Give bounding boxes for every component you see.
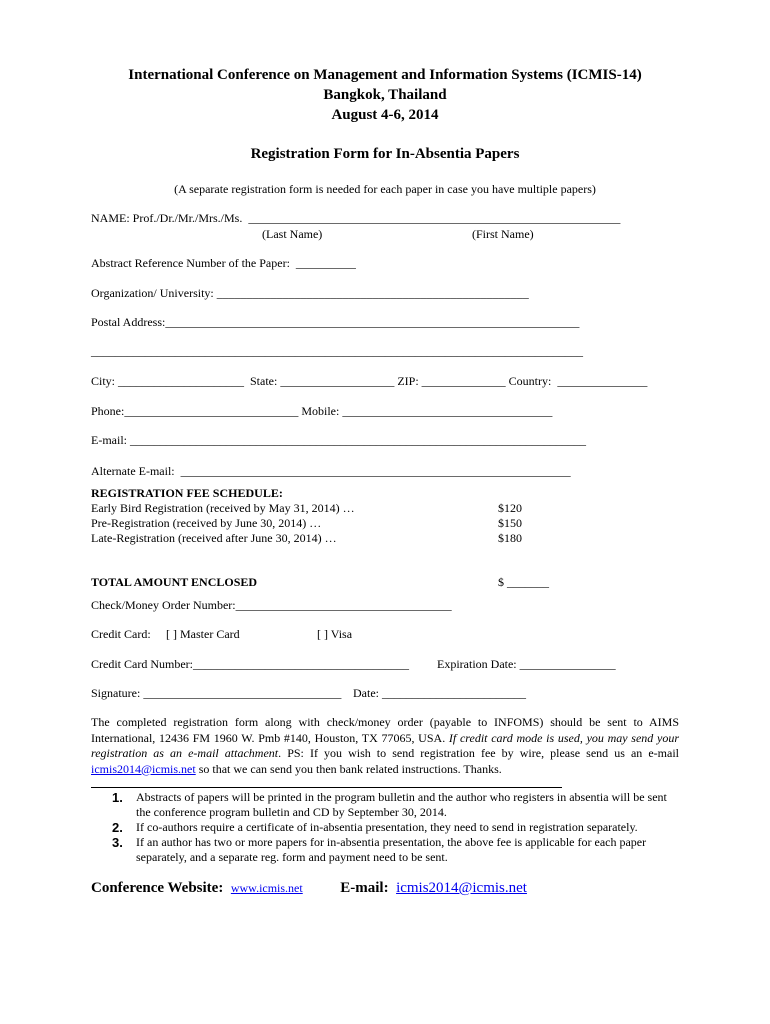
list-number: 3. bbox=[112, 835, 123, 850]
notes-list bbox=[112, 790, 680, 865]
email-field[interactable]: E-mail: ____________________________________________________________________________ bbox=[91, 433, 586, 447]
credit-card-label: Credit Card: bbox=[91, 627, 151, 641]
total-amount-field[interactable]: $ _______ bbox=[498, 575, 549, 589]
check-number-field[interactable]: Check/Money Order Number:____________________________________ bbox=[91, 598, 452, 612]
list-number: 2. bbox=[112, 820, 123, 835]
phone-mobile-field[interactable]: Phone:_____________________________ Mobile: ___________________________________ bbox=[91, 404, 553, 418]
signature-field[interactable]: Signature: _________________________________ bbox=[91, 686, 342, 700]
conference-title: International Conference on Management and Information Systems (ICMIS-14) bbox=[128, 67, 642, 83]
footer-email-link[interactable]: icmis2014@icmis.net bbox=[396, 880, 527, 896]
instructions-paragraph bbox=[91, 715, 679, 777]
total-amount-label: TOTAL AMOUNT ENCLOSED bbox=[91, 575, 258, 589]
last-name-caption: (Last Name) bbox=[262, 227, 323, 241]
form-note: (A separate registration form is needed for each paper in case you have multiple papers) bbox=[174, 182, 596, 196]
fee-schedule-heading: REGISTRATION FEE SCHEDULE: bbox=[91, 486, 283, 500]
footer bbox=[91, 879, 527, 897]
abstract-reference-field[interactable]: Abstract Reference Number of the Paper: __________ bbox=[91, 256, 356, 270]
divider bbox=[91, 787, 562, 788]
list-item bbox=[112, 790, 680, 820]
conference-location: Bangkok, Thailand bbox=[323, 87, 447, 103]
website-link[interactable]: www.icmis.net bbox=[230, 881, 303, 895]
first-name-caption: (First Name) bbox=[472, 227, 534, 241]
postal-address-line2[interactable]: __________________________________________________________________________________ bbox=[91, 344, 583, 358]
conference-dates: August 4-6, 2014 bbox=[331, 107, 439, 123]
list-number: 1. bbox=[112, 790, 123, 805]
form-title: Registration Form for In-Absentia Papers bbox=[250, 146, 520, 162]
visa-checkbox[interactable]: [ ] Visa bbox=[317, 627, 353, 641]
city-state-zip-country-field[interactable]: City: _____________________ State: ___________________ ZIP: ______________ Country: _______________ bbox=[91, 374, 648, 388]
date-field[interactable]: Date: ________________________ bbox=[353, 686, 526, 700]
email-label: E-mail: bbox=[340, 880, 389, 896]
list-item bbox=[112, 835, 680, 865]
master-card-checkbox[interactable]: [ ] Master Card bbox=[166, 627, 240, 641]
instructions-text: . PS: If you wish to send registration fee by wire, please send us an e-mail bbox=[278, 746, 680, 760]
fee-item-amount: $120 bbox=[498, 501, 522, 515]
expiration-date-field[interactable]: Expiration Date: ________________ bbox=[437, 657, 616, 671]
alternate-email-field[interactable]: Alternate E-mail: _________________________________________________________________ bbox=[91, 464, 571, 478]
instructions-text: The completed registration form along with check/money order (payable to INFOMS) should be sent to AIMS International, 12436 FM 1960 W. Pmb #140, Houston, TX 77065, USA. bbox=[91, 715, 679, 745]
website-label: Conference Website: bbox=[91, 880, 224, 896]
postal-address-field[interactable]: Postal Address:_____________________________________________________________________ bbox=[91, 315, 580, 329]
fee-item-label: Late-Registration (received after June 30, 2014) … bbox=[91, 531, 337, 545]
list-text: Abstracts of papers will be printed in the program bulletin and the author who registers in absentia will be sent the conference program bulletin and CD by September 30, 2014. bbox=[136, 790, 667, 819]
organization-field[interactable]: Organization/ University: ____________________________________________________ bbox=[91, 286, 529, 300]
fee-item-label: Pre-Registration (received by June 30, 2014) … bbox=[91, 516, 322, 530]
list-item bbox=[112, 820, 680, 835]
fee-item-amount: $150 bbox=[498, 516, 522, 530]
fee-item-amount: $180 bbox=[498, 531, 522, 545]
list-text: If co-authors require a certificate of in-absentia presentation, they need to send in registration separately. bbox=[136, 820, 638, 834]
name-field[interactable]: NAME: Prof./Dr./Mr./Mrs./Ms. ______________________________________________________________ bbox=[91, 211, 621, 225]
instructions-italic: If credit card mode is used, you may send your registration as an e-mail attachment bbox=[91, 730, 680, 760]
instructions-email-link[interactable]: icmis2014@icmis.net bbox=[91, 761, 196, 776]
fee-item-label: Early Bird Registration (received by May 31, 2014) … bbox=[91, 501, 355, 515]
card-number-field[interactable]: Credit Card Number:____________________________________ bbox=[91, 657, 409, 671]
instructions-text: so that we can send you then bank related instructions. Thanks. bbox=[195, 761, 502, 776]
list-text: If an author has two or more papers for in-absentia presentation, the above fee is applicable for each paper separately, and a separate reg. form and payment need to be sent. bbox=[136, 835, 647, 864]
